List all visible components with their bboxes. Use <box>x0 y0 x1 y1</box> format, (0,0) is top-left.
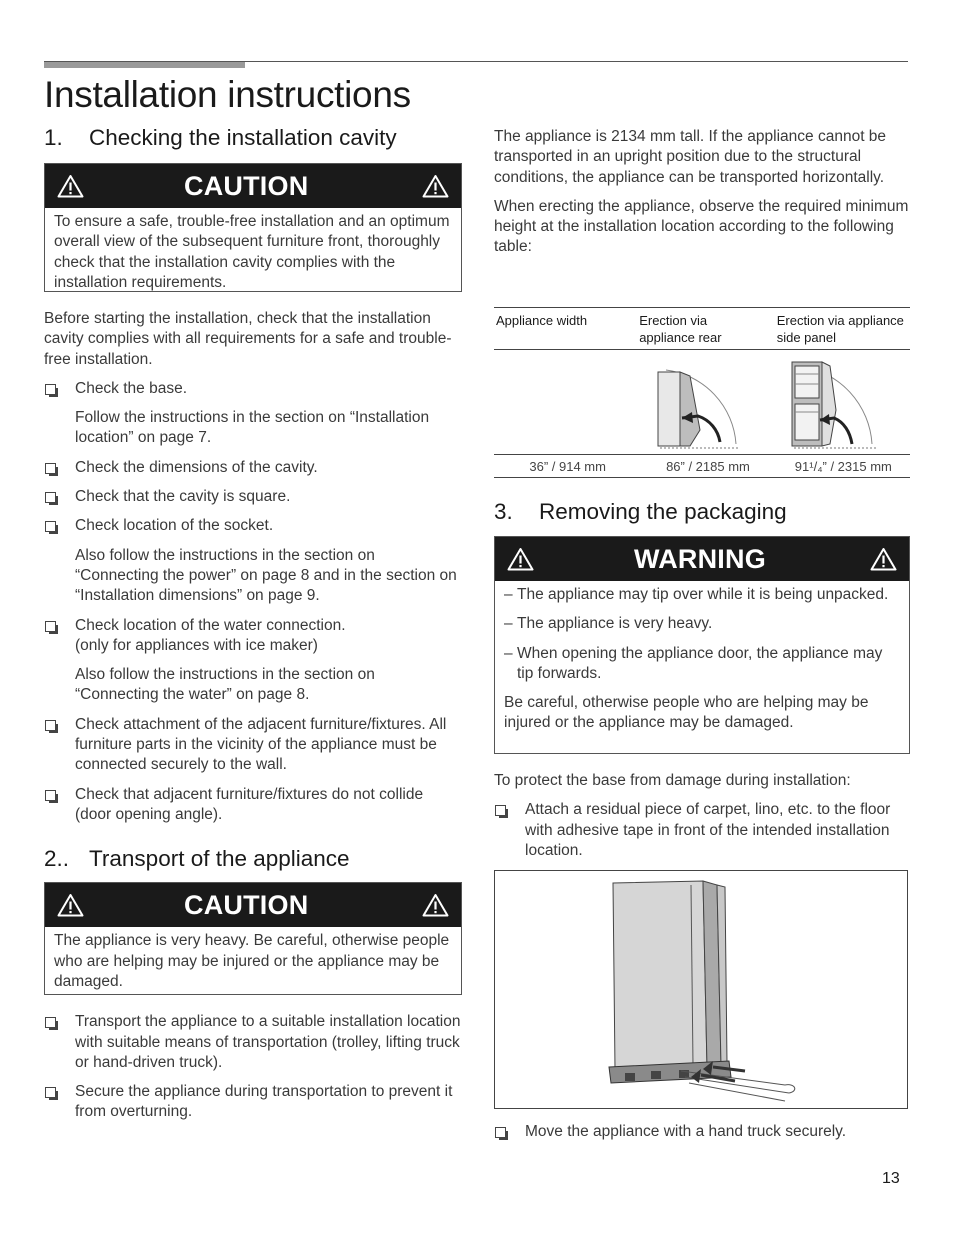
erection-paragraph: When erecting the appliance, observe the required minimum height at the installation location according to the following table: <box>494 197 909 256</box>
erection-height-table <box>494 307 910 478</box>
hand-truck-illustration-frame <box>494 870 908 1109</box>
warning-box <box>494 536 910 754</box>
section3-heading <box>494 498 912 526</box>
left-column <box>44 124 462 1132</box>
checklist-item: Secure the appliance during transportation to prevent it from overturning. <box>44 1082 462 1123</box>
right-column-intro <box>494 127 912 267</box>
rear-erection-illustration <box>638 350 776 454</box>
page-title: Installation instructions <box>44 74 411 115</box>
section3-title: Removing the packaging <box>539 499 787 524</box>
section1-intro: Before starting the installation, check that the installation cavity complies with all requirements for a safe and trouble-free installation. <box>44 310 452 368</box>
warning-triangle-icon <box>422 893 449 917</box>
checklist-item: Check that adjacent furniture/fixtures do not collide (door opening angle). <box>44 785 462 826</box>
warning-triangle-icon <box>57 174 84 198</box>
warning-header <box>495 537 909 581</box>
table-value-row <box>494 455 910 478</box>
checklist-item: Transport the appliance to a suitable installation location with suitable means of transportation (trolley, lifting truck or hand-driven truck). <box>44 1012 462 1073</box>
caution-box-2 <box>44 882 462 995</box>
appliance-on-truck-illustration <box>495 871 907 1108</box>
checkbox-icon <box>45 621 56 632</box>
checkbox-icon <box>495 1127 506 1138</box>
section1-title: Checking the installation cavity <box>89 125 397 150</box>
checklist-item: Check location of the water connection. (only for appliances with ice maker) <box>44 616 462 657</box>
caution-label-1: CAUTION <box>184 170 309 201</box>
section2-heading <box>44 845 462 873</box>
checkbox-icon <box>45 790 56 801</box>
checkbox-icon <box>45 384 56 395</box>
header-accent-bar <box>44 62 245 68</box>
caution-label-2: CAUTION <box>184 890 309 921</box>
caution-box-1 <box>44 163 462 292</box>
section1-heading <box>44 124 462 152</box>
table-header-cell: Appliance width <box>496 313 588 328</box>
table-cell: 36” / 914 mm <box>529 458 606 474</box>
protect-intro: To protect the base from damage during installation: <box>494 772 851 789</box>
section1-number: 1. <box>44 125 63 150</box>
checklist-item: Attach a residual piece of carpet, lino, etc. to the floor with adhesive tape in front of the intended installation location. <box>494 800 912 861</box>
warning-item: – When opening the appliance door, the appliance may tip forwards. <box>504 644 883 682</box>
checklist-item: Check location of the socket. <box>44 516 462 536</box>
table-cell: 91¹/₄” / 2315 mm <box>794 458 892 474</box>
table-header-cell: Erection via appliance rear <box>639 313 722 345</box>
checklist-item: Check that the cavity is square. <box>44 487 462 507</box>
checkbox-icon <box>45 1087 56 1098</box>
checkbox-icon <box>45 463 56 474</box>
final-item-wrap <box>494 1122 912 1151</box>
caution-header-1 <box>45 164 461 208</box>
warning-triangle-icon <box>57 893 84 917</box>
warning-label: WARNING <box>634 543 766 574</box>
checklist-note: Also follow the instructions in the section on “Connecting the water” on page 8. <box>75 666 375 704</box>
checkbox-icon <box>45 1017 56 1028</box>
checklist-item: Check attachment of the adjacent furniture/fixtures. All furniture parts in the vicinity of the appliance must be connected securely to the wall. <box>44 715 462 776</box>
table-header-row <box>494 308 910 350</box>
side-panel-erection-illustration <box>776 350 910 454</box>
section2-number: 2.. <box>44 846 70 872</box>
section3-number: 3. <box>494 499 513 524</box>
checklist-note: Follow the instructions in the section on “Installation location” on page 7. <box>75 409 430 447</box>
checklist-item: Check the base. <box>44 379 462 399</box>
warning-triangle-icon <box>422 174 449 198</box>
checklist-item: Move the appliance with a hand truck securely. <box>494 1122 912 1142</box>
checkbox-icon <box>45 521 56 532</box>
table-illustration-row <box>494 350 910 455</box>
warning-triangle-icon <box>507 547 534 571</box>
caution-text-1: To ensure a safe, trouble-free installation and an optimum overall view of the subsequent furniture front, thoroughly check that the installation cavity complies with the installation requirements. <box>54 213 450 291</box>
warning-footer: Be careful, otherwise people who are helping may be injured or the appliance may be damaged. <box>504 694 869 732</box>
section3 <box>494 498 912 870</box>
checklist-note: Also follow the instructions in the section on “Connecting the power” on page 8 and in the section on “Installation dimensions” on page 9. <box>75 546 457 605</box>
page-number: 13 <box>882 1170 900 1187</box>
caution-text-2: The appliance is very heavy. Be careful, otherwise people who are helping may be injured or the appliance may be damaged. <box>54 932 450 990</box>
table-cell: 86” / 2185 mm <box>666 458 750 474</box>
checkbox-icon <box>45 720 56 731</box>
checkbox-icon <box>495 805 506 816</box>
caution-header-2 <box>45 883 461 927</box>
warning-item: – The appliance may tip over while it is being unpacked. <box>504 586 889 603</box>
section2-title: Transport of the appliance <box>89 846 350 872</box>
warning-item: – The appliance is very heavy. <box>504 615 713 633</box>
checkbox-icon <box>45 492 56 503</box>
table-header-cell: Erection via appliance side panel <box>776 313 904 345</box>
transport-height-paragraph: The appliance is 2134 mm tall. If the appliance cannot be transported in an upright position due to the structural conditions, the appliance can be transported horizontally. <box>494 128 887 186</box>
checklist-item: Check the dimensions of the cavity. <box>44 458 462 478</box>
warning-triangle-icon <box>870 547 897 571</box>
